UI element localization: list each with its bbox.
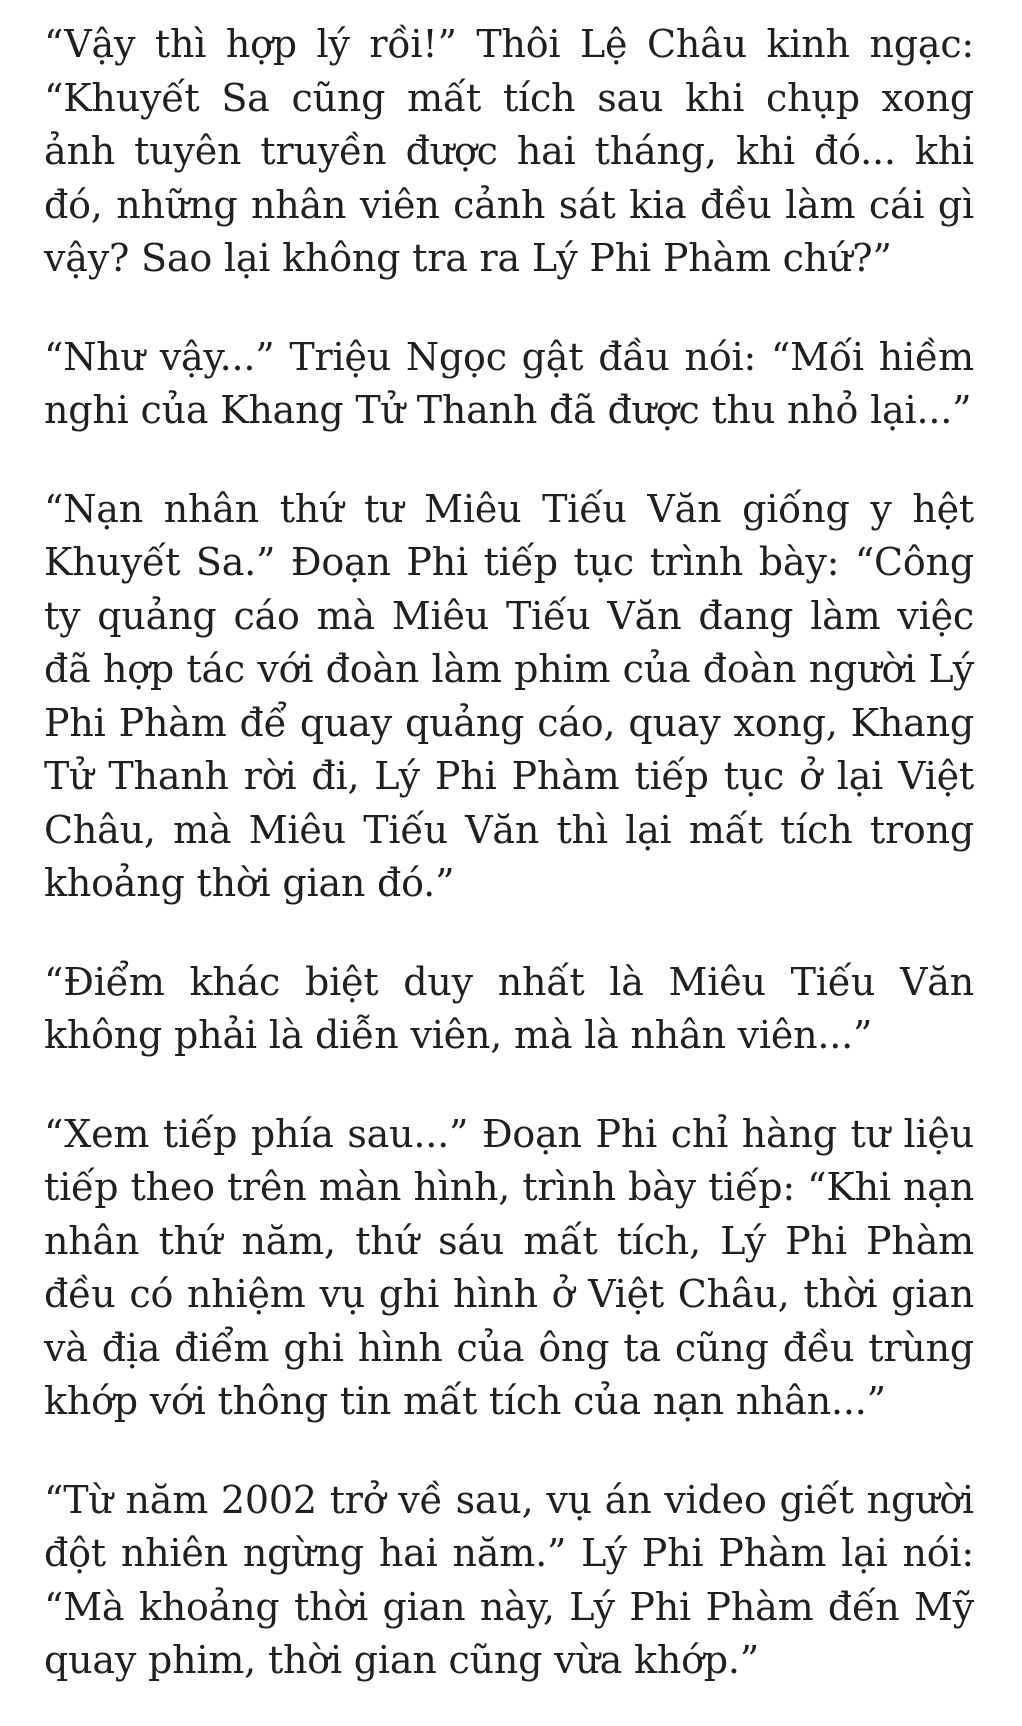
- paragraph-5: “Xem tiếp phía sau...” Đoạn Phi chỉ hàng tư liệu tiếp theo trên màn hình, trình bày tiếp: “Khi nạn nhân thứ năm, thứ sáu mất tích, Lý Phi Phàm đều có nhiệm vụ ghi hình ở Việt Châu, thời gian và địa điểm ghi hình của ông ta cũng đều trùng khớp với thông tin mất tích của nạn nhân...”: [44, 1111, 974, 1423]
- paragraph-4: “Điểm khác biệt duy nhất là Miêu Tiếu Văn không phải là diễn viên, mà là nhân viên...”: [44, 959, 974, 1057]
- paragraph-6: “Từ năm 2002 trở về sau, vụ án video giết người đột nhiên ngừng hai năm.” Lý Phi Phàm lại nói: “Mà khoảng thời gian này, Lý Phi Phàm đến Mỹ quay phim, thời gian cũng vừa khớp.”: [44, 1477, 974, 1682]
- paragraph-1: “Vậy thì hợp lý rồi!” Thôi Lệ Châu kinh ngạc: “Khuyết Sa cũng mất tích sau khi chụp xong ảnh tuyên truyền được hai tháng, khi đó... khi đó, những nhân viên cảnh sát kia đều làm cái gì vậy? Sao lại không tra ra Lý Phi Phàm chứ?”: [44, 22, 974, 280]
- paragraph-2: “Như vậy...” Triệu Ngọc gật đầu nói: “Mối hiềm nghi của Khang Tử Thanh đã được thu nhỏ lại...”: [44, 334, 974, 432]
- paragraph-3: “Nạn nhân thứ tư Miêu Tiếu Văn giống y hệt Khuyết Sa.” Đoạn Phi tiếp tục trình bày: “Công ty quảng cáo mà Miêu Tiếu Văn đang làm việc đã hợp tác với đoàn làm phim của đoàn người Lý Phi Phàm để quay quảng cáo, quay xong, Khang Tử Thanh rời đi, Lý Phi Phàm tiếp tục ở lại Việt Châu, mà Miêu Tiếu Văn thì lại mất tích trong khoảng thời gian đó.”: [44, 486, 974, 905]
